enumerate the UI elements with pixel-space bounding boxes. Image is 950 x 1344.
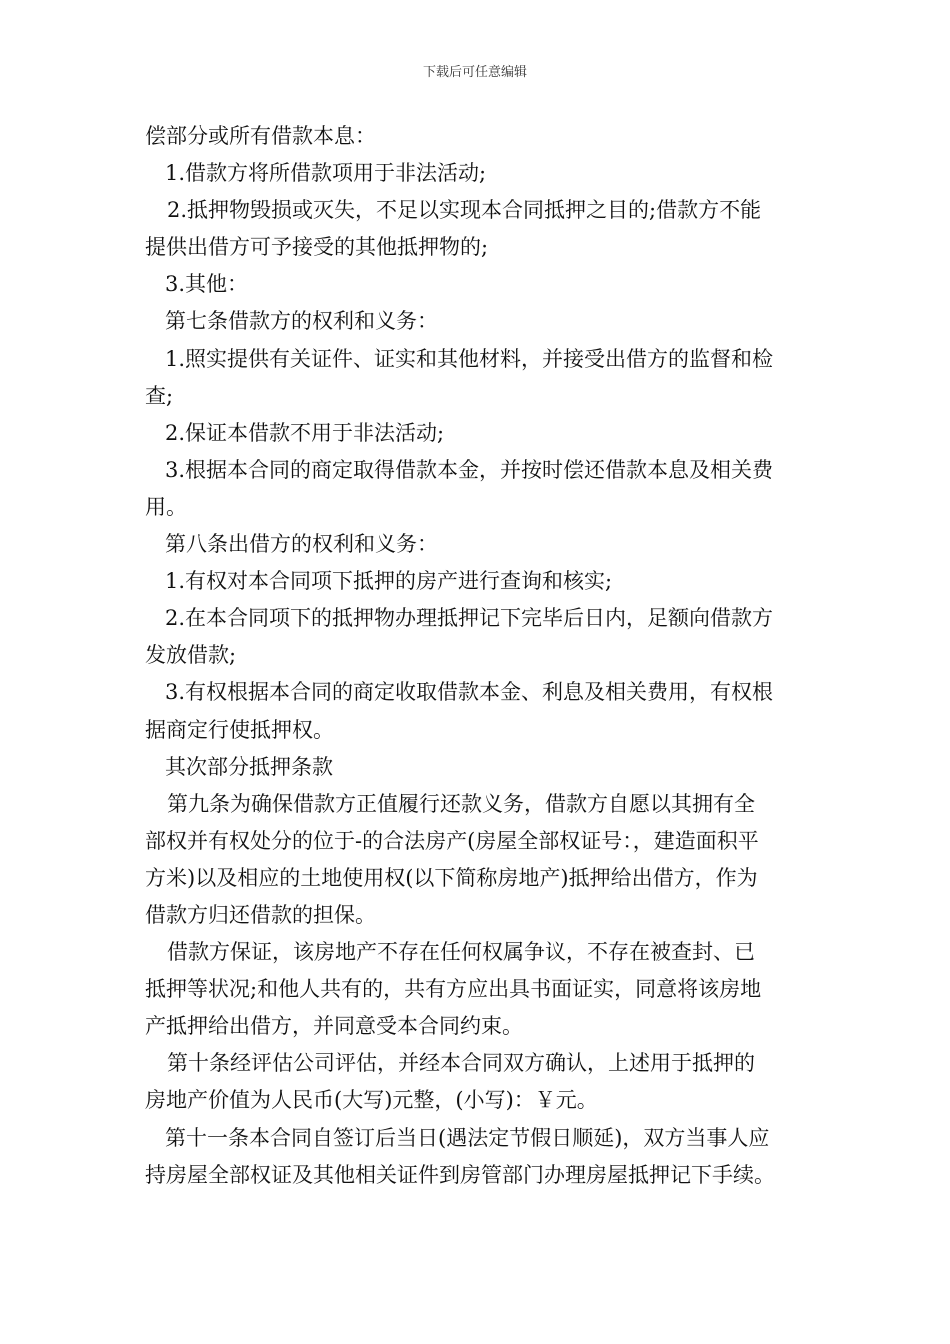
text-line: 产抵押给出借方，并同意受本合同约束。: [145, 1014, 523, 1039]
text-line: 方米)以及相应的土地使用权(以下简称房地产)抵押给出借方，作为: [145, 865, 758, 890]
text-line: 1.照实提供有关证件、证实和其他材料，并接受出借方的监督和检: [165, 346, 774, 371]
text-line: 据商定行使抵押权。: [145, 717, 334, 742]
text-line: 3.其他：: [165, 272, 249, 297]
text-line: 第八条出借方的权利和义务：: [165, 532, 438, 557]
page-header: 下载后可任意编辑: [422, 65, 527, 80]
text-line: 其次部分抵押条款: [165, 754, 333, 779]
text-line: 第七条借款方的权利和义务：: [165, 309, 438, 334]
text-line: 发放借款;: [145, 643, 237, 668]
text-line: 查;: [145, 383, 174, 408]
text-line: 部权并有权处分的位于-的合法房产(房屋全部权证号：，建造面积平: [145, 828, 759, 853]
text-line: 2.保证本借款不用于非法活动;: [165, 420, 445, 445]
text-line: 第十一条本合同自签订后当日(遇法定节假日顺延)，双方当事人应: [165, 1125, 770, 1150]
text-line: 借款方归还借款的担保。: [145, 902, 376, 927]
text-line: 提供出借方可予接受的其他抵押物的;: [145, 235, 489, 260]
text-line: 抵押等状况;和他人共有的，共有方应出具书面证实，同意将该房地: [145, 977, 762, 1002]
text-line: 2.在本合同项下的抵押物办理抵押记下完毕后日内，足额向借款方: [165, 606, 774, 631]
text-line: 房地产价值为人民币(大写)元整，(小写)：￥元。: [145, 1088, 598, 1113]
text-line: 2.抵押物毁损或灭失，不足以实现本合同抵押之目的;借款方不能: [167, 198, 762, 223]
document-body: [145, 118, 807, 1194]
text-line: 借款方保证，该房地产不存在任何权属争议，不存在被查封、已: [167, 940, 755, 965]
text-line: 第十条经评估公司评估，并经本合同双方确认，上述用于抵押的: [167, 1051, 755, 1076]
text-line: 3.有权根据本合同的商定收取借款本金、利息及相关费用，有权根: [165, 680, 774, 705]
text-line: 持房屋全部权证及其他相关证件到房管部门办理房屋抵押记下手续。: [145, 1162, 775, 1187]
text-line: 3.根据本合同的商定取得借款本金，并按时偿还借款本息及相关费: [165, 457, 774, 482]
text-line: 1.借款方将所借款项用于非法活动;: [165, 161, 487, 186]
text-line: 用。: [145, 494, 187, 519]
text-line: 1.有权对本合同项下抵押的房产进行查询和核实;: [165, 569, 613, 594]
text-line: 偿部分或所有借款本息：: [145, 124, 376, 148]
text-line: 第九条为确保借款方正值履行还款义务，借款方自愿以其拥有全: [167, 791, 755, 816]
